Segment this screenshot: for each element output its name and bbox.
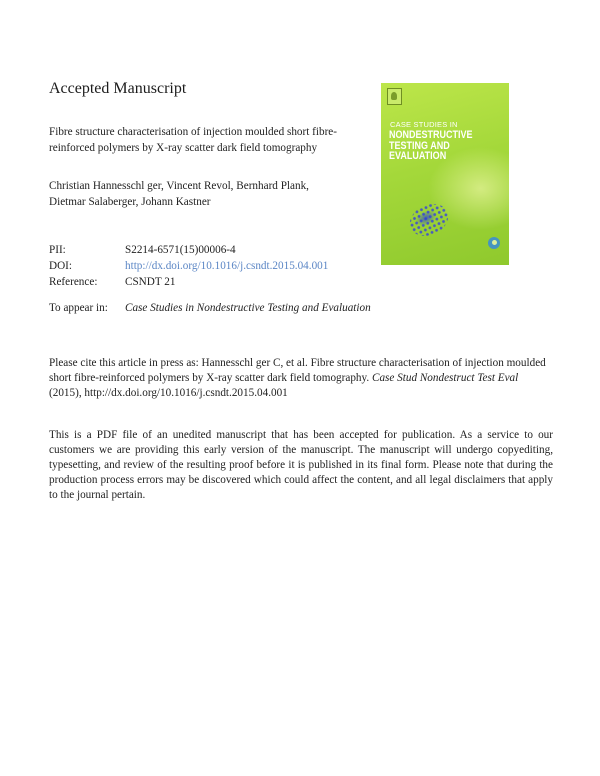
to-appear-in	[49, 302, 371, 314]
doi-row	[49, 258, 328, 274]
article-authors	[49, 178, 369, 210]
authors-line-2: Dietmar Salaberger, Johann Kastner	[49, 196, 211, 208]
citation-tail: (2015), http://dx.doi.org/10.1016/j.csndt.2015.04.001	[49, 387, 288, 399]
reference-value: CSNDT 21	[125, 276, 176, 288]
journal-cover-image	[381, 83, 509, 265]
authors-line-1: Christian Hannesschl ger, Vincent Revol, Bernhard Plank,	[49, 180, 309, 192]
accepted-manuscript-heading: Accepted Manuscript	[49, 80, 187, 97]
article-metadata	[49, 242, 328, 290]
society-logo-icon	[488, 237, 500, 249]
disclaimer-paragraph: This is a PDF file of an unedited manuscript that has been accepted for publication. As a service to our customers we are providing this early version of the manuscript. The manuscript will undergo copyediting, typesetting, and review of the resulting proof before it is published in its final form. Please note that during the production process errors may be discovered which could affect the content, and all legal disclaimers that apply to the journal pertain.	[49, 429, 553, 501]
publisher-tree-icon	[387, 88, 402, 105]
reference-row	[49, 274, 328, 290]
pii-value: S2214-6571(15)00006-4	[125, 244, 236, 256]
doi-link[interactable]: http://dx.doi.org/10.1016/j.csndt.2015.04.001	[125, 260, 329, 272]
cover-title-line-3: TESTING AND	[389, 139, 450, 152]
article-title: Fibre structure characterisation of injection moulded short fibre-reinforced polymers by X-ray scatter dark field tomography	[49, 126, 337, 154]
cover-title-line-4: EVALUATION	[389, 150, 447, 162]
pii-label: PII:	[49, 244, 66, 256]
cover-title-line-1: CASE STUDIES IN	[390, 120, 458, 129]
citation-paragraph	[49, 356, 549, 401]
to-appear-label: To appear in:	[49, 302, 108, 314]
cover-title-main	[389, 130, 489, 162]
journal-name: Case Studies in Nondestructive Testing and Evaluation	[125, 302, 371, 314]
doi-label: DOI:	[49, 260, 72, 272]
citation-lead: Please cite this article in press as: Hannesschl ger C, et al. Fibre structure characterisation of injection moulded short fibre-reinforced polymers by X-ray scatter dark field tomography.	[49, 357, 546, 384]
pii-row	[49, 242, 328, 258]
citation-journal: Case Stud Nondestruct Test Eval	[371, 372, 519, 384]
cover-title-line-2: NONDESTRUCTIVE	[389, 129, 473, 141]
reference-label: Reference:	[49, 276, 98, 288]
